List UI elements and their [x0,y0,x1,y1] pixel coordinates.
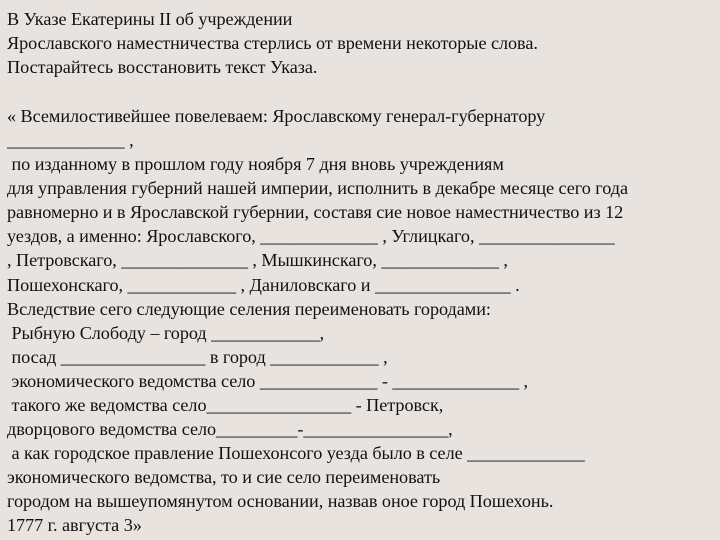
decree-line-10: Рыбную Слободу – город ____________, [7,322,325,343]
decree-line-16: экономического ведомства, то и сие село переименовать [7,467,441,488]
decree-line-11: посад ________________ в город ____________ , [7,346,388,367]
decree-line-15: а как городское правление Пошехонсого уезда было в селе _____________ [7,443,585,464]
decree-line-2: _____________ , [7,129,134,150]
decree-line-6: уездов, а именно: Ярославского, _____________ , Углицкаго, _______________ [7,226,615,247]
decree-line-3: по изданному в прошлом году ноября 7 дня вновь учреждениям [7,154,504,175]
instruction-line-3: Постарайтесь восстановить текст Указа. [7,57,318,78]
decree-line-5: равномерно и в Ярославской губернии, составя сие новое наместничество из 12 [7,202,624,223]
decree-line-13: такого же ведомства село________________ - Петровск, [7,395,444,415]
instruction-line-2: Ярославского наместничества стерлись от времени некоторые слова. [7,33,538,54]
decree-line-8: Пошехонскаго, ____________ , Даниловскаго и _______________ . [7,274,520,295]
decree-line-12: экономического ведомства село _____________ - ______________ , [7,370,529,391]
decree-text-block [7,7,713,538]
decree-line-14: дворцового ведомства село_________-________________, [7,419,453,440]
decree-line-9: Вследствие сего следующие селения переименовать городами: [7,298,491,319]
decree-line-4: для управления губерний нашей империи, исполнить в декабре месяце сего года [7,178,628,199]
decree-date-line: 1777 г. августа 3» [7,515,142,536]
instruction-line-1: В Указе Екатерины II об учреждении [7,9,293,29]
decree-line-1: « Всемилостивейшее повелеваем: Ярославскому генерал-губернатору [7,105,546,126]
decree-line-7: , Петровскаго, ______________ , Мышкинскаго, _____________ , [7,250,508,271]
paragraph-spacer [7,79,713,104]
decree-line-17: городом на вышеупомянутом основании, назвав оное город Пошехонь. [7,491,554,512]
